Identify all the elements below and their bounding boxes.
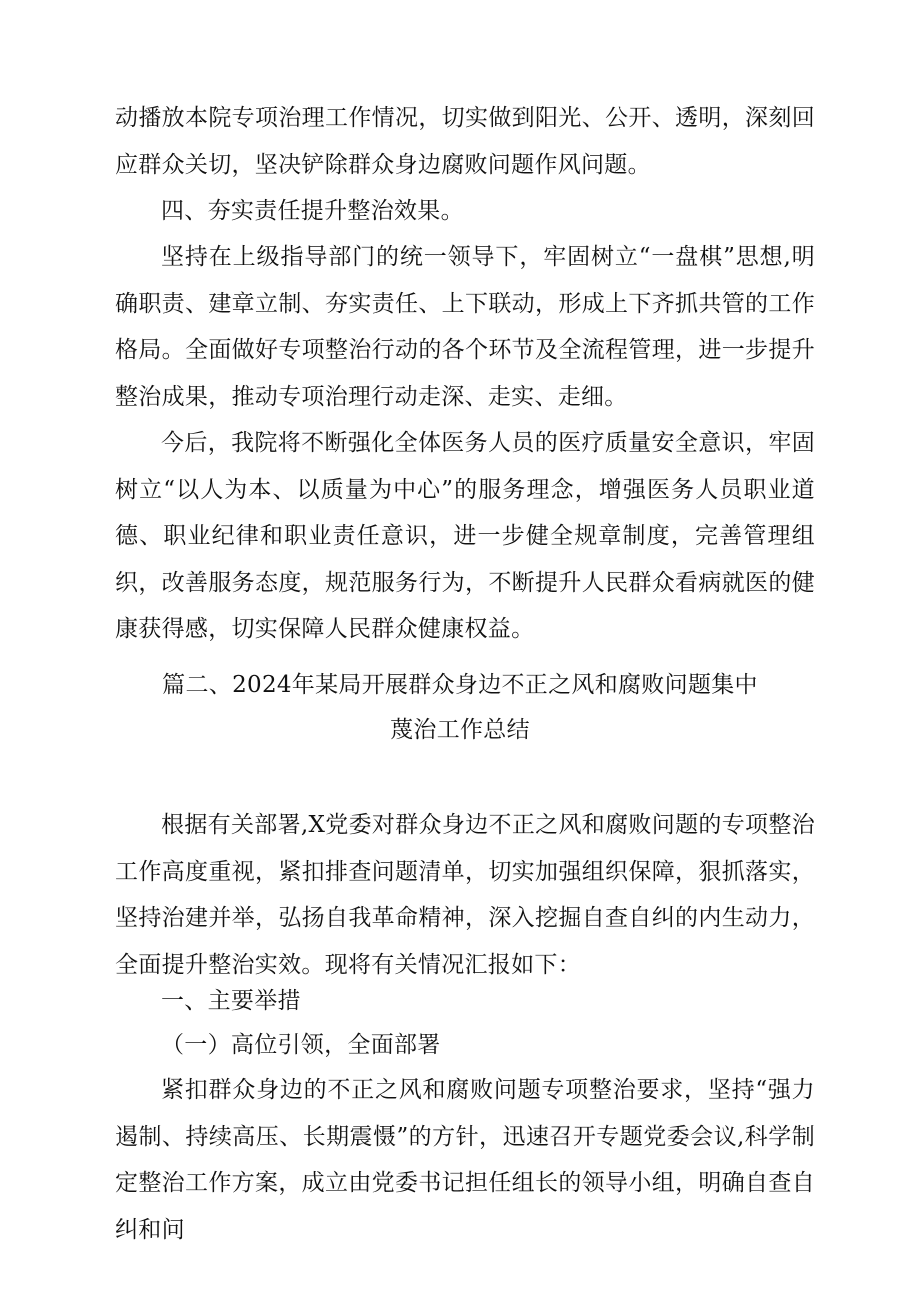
section-four-heading: 四、夯实责任提升整治效果。	[161, 198, 464, 224]
closing-paragraph: 今后，我院将不断强化全体医务人员的医疗质量安全意识，牢固树立“以人为本、以质量为中心”的服务理念，增强医务人员职业道德、职业纪律和职业责任意识，进一步健全规章制度，完善管理组织，改善服务态度，规范服务行为，不断提升人民群众看病就医的健康获得感，切实保障人民群众健康权益。	[115, 430, 815, 643]
measures-paragraph: 紧扣群众身边的不正之风和腐败问题专项整治要求，坚持“强力遏制、持续高压、长期震慑”的方针，迅速召开专题党委会议,科学制定整治工作方案，成立由党委书记担任组长的领导小组，明确自查自纠和问	[115, 1077, 815, 1243]
heading-main-measures: 一、主要举措	[161, 988, 301, 1014]
article-title-line2: 蔑治工作总结	[390, 717, 530, 743]
intro-paragraph: 根据有关部署,X党委对群众身边不正之风和腐败问题的专项整治工作高度重视，紧扣排查问题清单，切实加强组织保障，狠抓落实，坚持治建并举，弘扬自我革命精神，深入挖掘自查自纠的内生动力，全面提升整治实效。现将有关情况汇报如下：	[115, 812, 815, 978]
continuation-paragraph: 动播放本院专项治理工作情况，切实做到阳光、公开、透明，深刻回应群众关切，坚决铲除群众身边腐败问题作风问题。	[115, 105, 815, 178]
subheading-one: （一）高位引领，全面部署	[161, 1032, 441, 1058]
section-four-body: 坚持在上级指导部门的统一领导下，牢固树立“一盘棋”思想,明确职责、建章立制、夯实责任、上下联动，形成上下齐抓共管的工作格局。全面做好专项整治行动的各个环节及全流程管理，进一步提升整治成果，推动专项治理行动走深、走实、走细。	[115, 244, 815, 410]
article-title-line1: 篇二、2024年某局开展群众身边不正之风和腐败问题集中	[162, 672, 758, 698]
